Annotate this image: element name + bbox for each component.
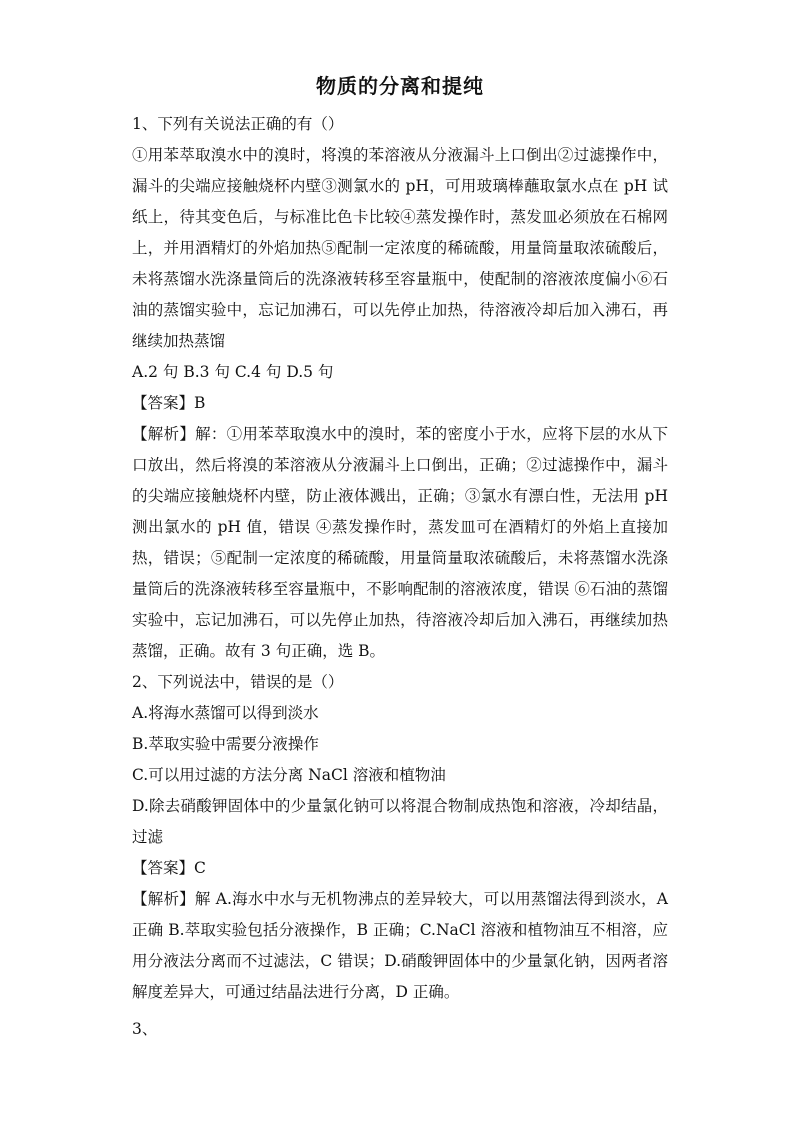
analysis: 【解析】解 A.海水中水与无机物沸点的差异较大，可以用蒸馏法得到淡水，A 正确 B.萃取实验包括分液操作，B 正确；C.NaCl 溶液和植物油互不相溶，应用分液法分离而不过滤法，C 错误；D.硝酸钾固体中的少量氯化钠，因两者溶解度差异大，可通过结晶法进行分离，D 正确。	[132, 890, 668, 1001]
option-a: A.将海水蒸馏可以得到淡水	[132, 704, 319, 722]
question-body: ①用苯萃取溴水中的溴时，将溴的苯溶液从分液漏斗上口倒出②过滤操作中，漏斗的尖端应接触烧杯内壁③测氯水的 pH，可用玻璃棒蘸取氯水点在 pH 试纸上，待其变色后，与标准比色卡比较④蒸发操作时，蒸发皿必须放在石棉网上，并用酒精灯的外焰加热⑤配制一定浓度的稀硫酸，用量筒量取浓硫酸后，未将蒸馏水洗涤量筒后的洗涤液转移至容量瓶中，使配制的溶液浓度偏小⑥石油的蒸馏实验中，忘记加沸石，可以先停止加热，待溶液冷却后加入沸石，再继续加热蒸馏	[132, 146, 668, 350]
answer: 【答案】B	[132, 394, 206, 412]
analysis: 【解析】解：①用苯萃取溴水中的溴时，苯的密度小于水，应将下层的水从下口放出，然后将溴的苯溶液从分液漏斗上口倒出，正确；②过滤操作中，漏斗的尖端应接触烧杯内壁，防止液体溅出，正确；③氯水有漂白性，无法用 pH 测出氯水的 pH 值，错误 ④蒸发操作时，蒸发皿可在酒精灯的外焰上直接加热，错误；⑤配制一定浓度的稀硫酸，用量筒量取浓硫酸后，未将蒸馏水洗涤量筒后的洗涤液转移至容量瓶中，不影响配制的溶液浓度，错误 ⑥石油的蒸馏实验中，忘记加沸石，可以先停止加热，待溶液冷却后加入沸石，再继续加热蒸馏，正确。故有 3 句正确，选 B。	[132, 425, 668, 660]
question-1	[132, 109, 668, 667]
page-title: 物质的分离和提纯	[316, 74, 484, 98]
question-options: A.2 句 B.3 句 C.4 句 D.5 句	[132, 363, 334, 381]
question-stem: 3、	[132, 1020, 158, 1038]
question-stem: 1、下列有关说法正确的有（）	[132, 115, 344, 133]
question-3	[132, 1014, 668, 1045]
option-c: C.可以用过滤的方法分离 NaCl 溶液和植物油	[132, 766, 446, 784]
option-d: D.除去硝酸钾固体中的少量氯化钠可以将混合物制成热饱和溶液，冷却结晶，过滤	[132, 797, 668, 846]
question-2	[132, 667, 668, 1008]
option-b: B.萃取实验中需要分液操作	[132, 735, 319, 753]
answer: 【答案】C	[132, 859, 206, 877]
question-stem: 2、下列说法中，错误的是（）	[132, 673, 344, 691]
